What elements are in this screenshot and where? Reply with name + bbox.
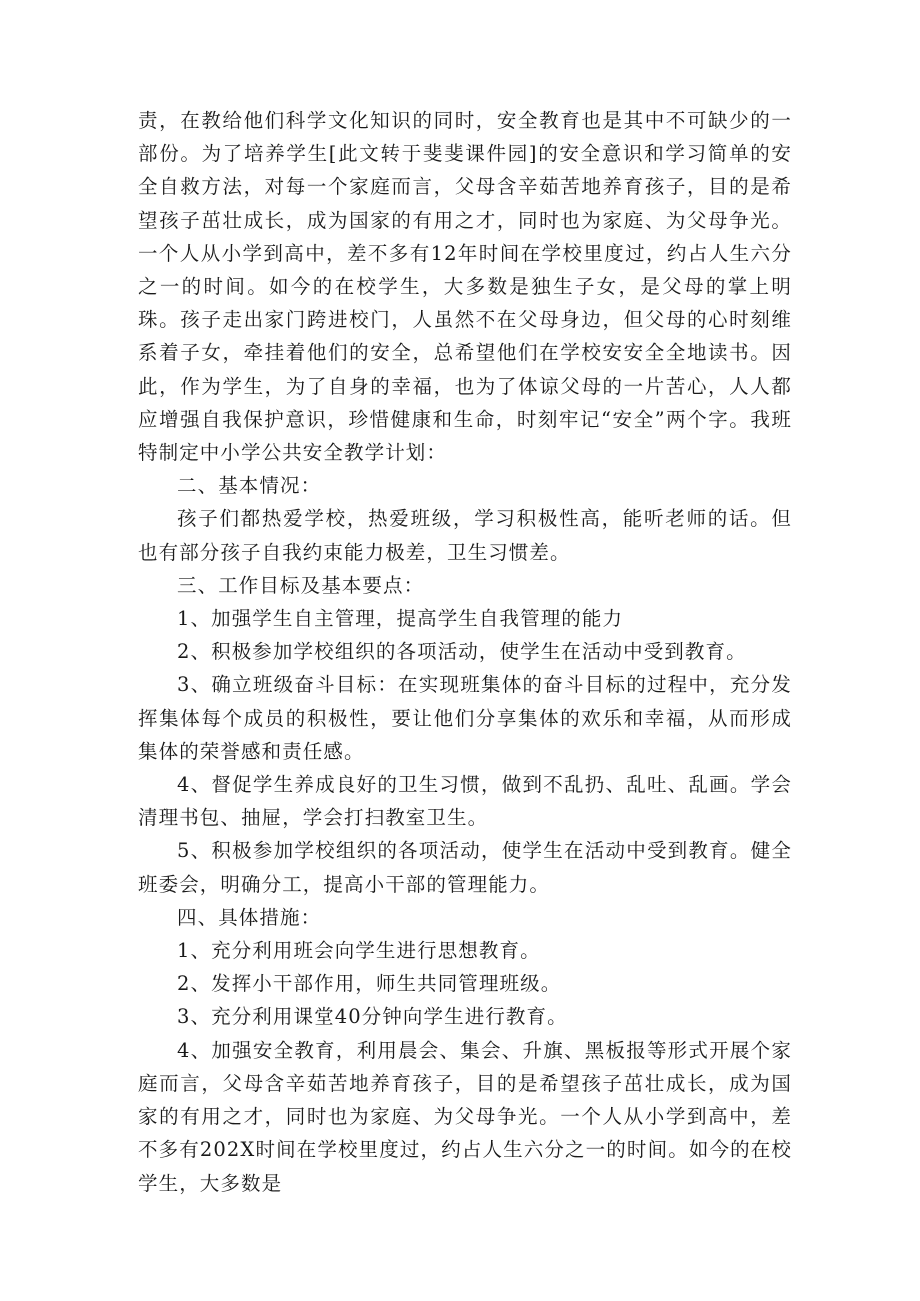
section-heading-basic-situation: 二、基本情况： [177,474,322,498]
measure-item-2: 2、发挥小干部作用，师生共同管理班级。 [177,972,562,996]
section-heading-goals: 三、工作目标及基本要点： [177,573,425,597]
measure-item-4: 4、加强安全教育，利用晨会、集会、升旗、黑板报等形式开展个家庭而言，父母含辛茹苦地养育孩子，目的是希望孩子茁壮成长，成为国家的有用之才，同时也为家庭、为父母争光。一个人从小学到高中，差不多有202X时间在学校里度过，约占人生六分之一的时间。如今的在校学生，大多数是 [138,1038,792,1195]
document-page [138,104,792,1200]
goal-item-2: 2、积极参加学校组织的各项活动，使学生在活动中受到教育。 [177,640,747,664]
section-heading-measures: 四、具体措施： [177,905,322,929]
basic-situation-paragraph: 孩子们都热爱学校，热爱班级，学习积极性高，能听老师的话。但也有部分孩子自我约束能力极差，卫生习惯差。 [138,507,792,564]
goal-item-3: 3、确立班级奋斗目标：在实现班集体的奋斗目标的过程中，充分发挥集体每个成员的积极性，要让他们分享集体的欢乐和幸福，从而形成集体的荣誉感和责任感。 [138,673,792,763]
intro-paragraph: 责，在教给他们科学文化知识的同时，安全教育也是其中不可缺少的一部份。为了培养学生[此文转于斐斐课件园]的安全意识和学习简单的安全自救方法，对每一个家庭而言，父母含辛茹苦地养育孩子，目的是希望孩子茁壮成长，成为国家的有用之才，同时也为家庭、为父母争光。一个人从小学到高中，差不多有12年时间在学校里度过，约占人生六分之一的时间。如今的在校学生，大多数是独生子女，是父母的掌上明珠。孩子走出家门跨进校门，人虽然不在父母身边，但父母的心时刻维系着子女，牵挂着他们的安全，总希望他们在学校安安全全地读书。因此，作为学生，为了自身的幸福，也为了体谅父母的一片苦心，人人都应增强自我保护意识，珍惜健康和生命，时刻牢记“安全”两个字。我班特制定中小学公共安全教学计划： [138,109,792,465]
goal-item-5: 5、积极参加学校组织的各项活动，使学生在活动中受到教育。健全班委会，明确分工，提高小干部的管理能力。 [138,839,792,896]
measure-item-1: 1、充分利用班会向学生进行思想教育。 [177,939,541,963]
goal-item-1: 1、加强学生自主管理，提高学生自我管理的能力 [177,607,624,631]
measure-item-3: 3、充分利用课堂40分钟向学生进行教育。 [177,1005,568,1029]
goal-item-4: 4、督促学生养成良好的卫生习惯，做到不乱扔、乱吐、乱画。学会清理书包、抽屉，学会打扫教室卫生。 [138,773,792,830]
